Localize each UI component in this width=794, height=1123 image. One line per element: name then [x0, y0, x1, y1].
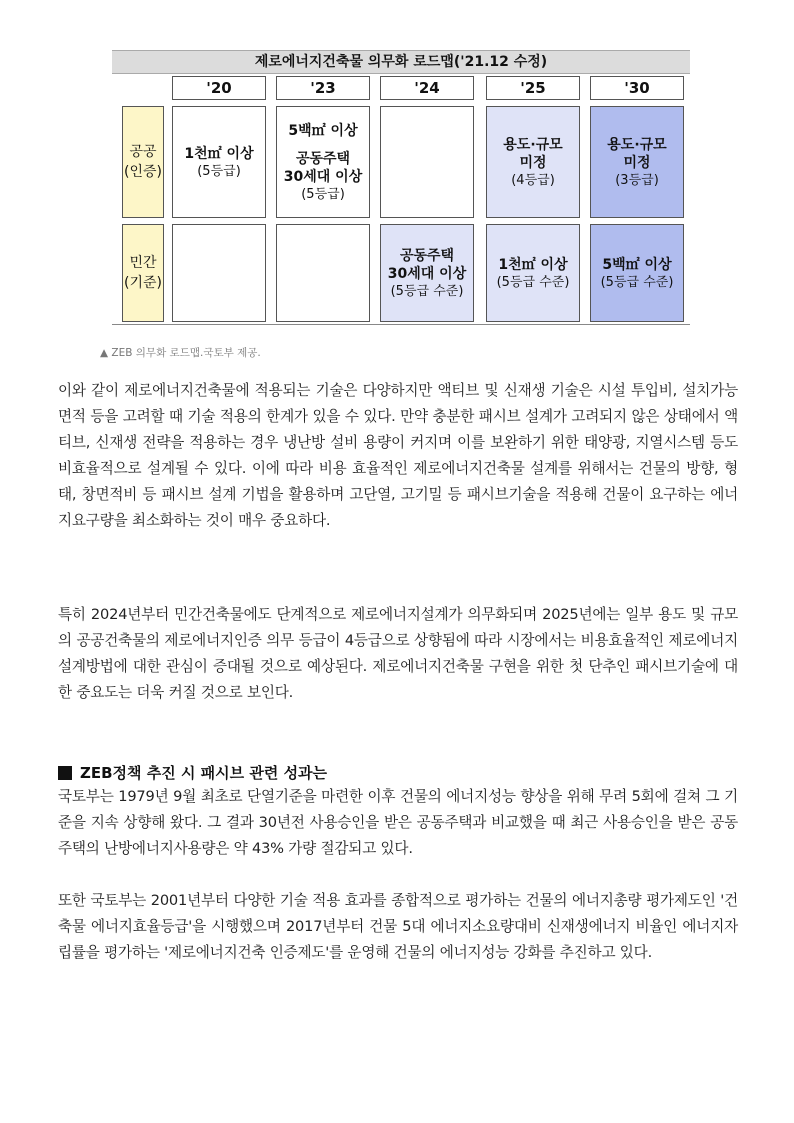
- private-cell-25: [486, 224, 580, 322]
- private-cell-30: [590, 224, 684, 322]
- public-20-line1: 1천㎡ 이상: [184, 145, 254, 162]
- section-heading: [58, 762, 327, 783]
- section-heading-text: ZEB정책 추진 시 패시브 관련 성과는: [80, 764, 328, 782]
- private-24-line3: (5등급 수준): [390, 283, 464, 299]
- public-25-line3: (4등급): [511, 172, 555, 188]
- public-30-line1: 용도·규모: [607, 136, 667, 153]
- table-bottom-rule: [112, 324, 690, 325]
- private-cell-20-empty: [172, 224, 266, 322]
- public-label-line1: 공공: [129, 144, 157, 160]
- private-cell-24: [380, 224, 474, 322]
- zeb-roadmap-table: [0, 0, 794, 340]
- paragraph-4: 또한 국토부는 2001년부터 다양한 기술 적용 효과를 종합적으로 평가하는 건물의 에너지총량 평가제도인 '건축물 에너지효율등급'을 시행했으며 2017년부터 건물 5대 에너지소요량대비 신재생에너지 비율인 에너지자립률을 평가하는 '제로에너지건축 인증제도'를 운영해 건물의 에너지성능 강화를 추진하고 있다.: [58, 892, 738, 961]
- public-cell-23: [276, 106, 370, 218]
- row-label-private: [122, 224, 164, 322]
- public-23-line2: 공동주택: [295, 150, 351, 167]
- public-cell-25: [486, 106, 580, 218]
- private-25-line1: 1천㎡ 이상: [498, 256, 568, 273]
- year-header-20: '20: [172, 76, 266, 100]
- paragraph-1: 이와 같이 제로에너지건축물에 적용되는 기술은 다양하지만 액티브 및 신재생 기술은 시설 투입비, 설치가능 면적 등을 고려할 때 기술 적용의 한계가 있을 수 있다. 만약 충분한 패시브 설계가 고려되지 않은 상태에서 액티브, 신재생 전략을 적용하는 경우 냉난방 설비 용량이 커지며 이를 보완하기 위한 태양광, 지열시스템 등도 비효율적으로 설계될 수 있다. 이에 따라 비용 효율적인 제로에너지건축물 설계를 위해서는 건물의 방향, 형태, 창면적비 등 패시브 설계 기법을 활용하며 고단열, 고기밀 등 패시브기술을 적용해 건물이 요구하는 에너지요구량을 최소화하는 것이 매우 중요하다.: [58, 382, 739, 529]
- row-label-public: [122, 106, 164, 218]
- paragraph-2: 특히 2024년부터 민간건축물에도 단계적으로 제로에너지설계가 의무화되며 2025년에는 일부 용도 및 규모의 공공건축물의 제로에너지인증 의무 등급이 4등급으로 상향됨에 따라 시장에서는 비용효율적인 제로에너지설계방법에 대한 관심이 증대될 것으로 예상된다. 제로에너지건축물 구현을 위한 첫 단추인 패시브기술에 대한 중요도는 더욱 커질 것으로 보인다.: [58, 606, 738, 701]
- public-cell-24-empty: [380, 106, 474, 218]
- public-cell-20: [172, 106, 266, 218]
- paragraph-3: 국토부는 1979년 9월 최초로 단열기준을 마련한 이후 건물의 에너지성능 향상을 위해 무려 5회에 걸쳐 그 기준을 지속 상향해 왔다. 그 결과 30년전 사용승인을 받은 공동주택과 비교했을 때 최근 사용승인을 받은 공동주택의 난방에너지사용량은 약 43% 가량 절감되고 있다.: [58, 788, 738, 857]
- public-25-line1: 용도·규모: [503, 136, 563, 153]
- roadmap-title: 제로에너지건축물 의무화 로드맵('21.12 수정): [112, 50, 690, 74]
- private-24-line2: 30세대 이상: [387, 265, 467, 282]
- black-square-icon: [58, 766, 72, 780]
- public-cell-30: [590, 106, 684, 218]
- figure-caption: ▲ ZEB 의무화 로드맵.국토부 제공.: [100, 347, 261, 359]
- public-30-line2: 미정: [623, 154, 651, 171]
- private-30-line1: 5백㎡ 이상: [602, 256, 672, 273]
- private-25-line2: (5등급 수준): [496, 274, 570, 290]
- public-20-line2: (5등급): [197, 163, 241, 179]
- public-25-line2: 미정: [519, 154, 547, 171]
- private-cell-23-empty: [276, 224, 370, 322]
- private-label-line1: 민간: [129, 255, 157, 271]
- private-24-line1: 공동주택: [399, 247, 455, 264]
- year-header-24: '24: [380, 76, 474, 100]
- year-header-23: '23: [276, 76, 370, 100]
- private-30-line2: (5등급 수준): [600, 274, 674, 290]
- year-header-30: '30: [590, 76, 684, 100]
- public-23-line3: 30세대 이상: [283, 168, 363, 185]
- public-23-line1: 5백㎡ 이상: [288, 122, 358, 139]
- public-23-line4: (5등급): [301, 186, 345, 202]
- public-30-line3: (3등급): [615, 172, 659, 188]
- public-label-line2: (인증): [124, 164, 162, 180]
- year-header-25: '25: [486, 76, 580, 100]
- private-label-line2: (기준): [124, 275, 162, 291]
